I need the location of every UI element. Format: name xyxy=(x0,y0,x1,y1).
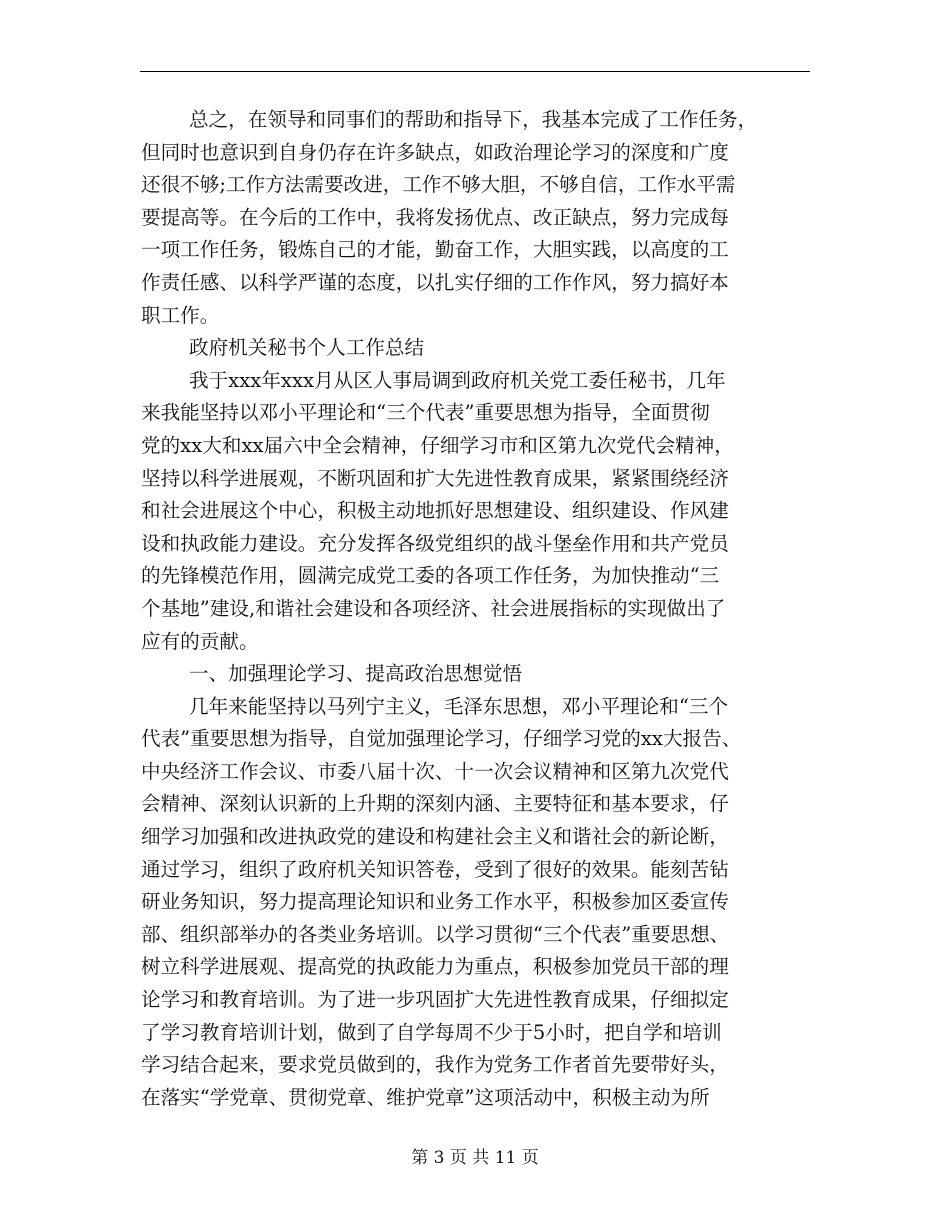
text-line: 的先锋模范作用，圆满完成党工委的各项工作任务，为加快推动“三 xyxy=(141,564,720,588)
text-line: 代表”重要思想为指导，自觉加强理论学习，仔细学习党的xx大报告、 xyxy=(141,727,742,751)
header-rule xyxy=(140,71,810,72)
text-line: 坚持以科学进展观，不断巩固和扩大先进性教育成果，紧紧围绕经济 xyxy=(141,466,729,490)
text-line: 会精神、深刻认识新的上升期的深刻内涵、主要特征和基本要求，仔 xyxy=(141,792,729,816)
document-body xyxy=(141,104,813,1114)
text-line: 在落实“学党章、贯彻党章、维护党章”这项活动中，积极主动为所 xyxy=(141,1085,710,1109)
text-line: 我于xxx年xxx月从区人事局调到政府机关党工委任秘书，几年 xyxy=(189,368,726,392)
text-line: 几年来能坚持以马列宁主义，毛泽东思想，邓小平理论和“三个 xyxy=(189,694,729,718)
text-line: 职工作。 xyxy=(141,303,220,327)
text-line: 学习结合起来，要求党员做到的，我作为党务工作者首先要带好头， xyxy=(141,1053,729,1077)
text-line: 应有的贡献。 xyxy=(141,629,259,653)
text-line: 通过学习，组织了政府机关知识答卷，受到了很好的效果。能刻苦钻 xyxy=(141,857,729,881)
text-line: 党的xx大和xx届六中全会精神，仔细学习市和区第九次党代会精神， xyxy=(141,433,734,457)
text-line: 一项工作任务，锻炼自己的才能，勤奋工作，大胆实践，以高度的工 xyxy=(141,238,729,262)
page-footer: 第 3 页 共 11 页 xyxy=(411,1148,539,1168)
text-line: 树立科学进展观、提高党的执政能力为重点，积极参加党员干部的理 xyxy=(141,955,729,979)
text-line: 研业务知识，努力提高理论知识和业务工作水平，积极参加区委宣传 xyxy=(141,890,729,914)
text-line: 中央经济工作会议、市委八届十次、十一次会议精神和区第九次党代 xyxy=(141,759,729,783)
text-line: 细学习加强和改进执政党的建设和构建社会主义和谐社会的新论断， xyxy=(141,825,729,849)
text-line: 来我能坚持以邓小平理论和“三个代表”重要思想为指导，全面贯彻 xyxy=(141,401,710,425)
text-line: 总之，在领导和同事们的帮助和指导下，我基本完成了工作任务， xyxy=(189,108,758,131)
text-line: 论学习和教育培训。为了进一步巩固扩大先进性教育成果，仔细拟定 xyxy=(141,988,729,1012)
text-line: 部、组织部举办的各类业务培训。以学习贯彻“三个代表”重要思想、 xyxy=(141,922,730,946)
text-line: 要提高等。在今后的工作中，我将发扬优点、改正缺点，努力完成每 xyxy=(141,205,729,229)
text-line: 了学习教育培训计划，做到了自学每周不少于5小时，把自学和培训 xyxy=(141,1020,722,1044)
text-line: 但同时也意识到自身仍存在许多缺点，如政治理论学习的深度和广度 xyxy=(141,140,729,164)
text-line: 和社会进展这个中心，积极主动地抓好思想建设、组织建设、作风建 xyxy=(141,499,729,523)
text-line: 作责任感、以科学严谨的态度，以扎实仔细的工作作风，努力搞好本 xyxy=(141,270,729,294)
text-line: 还很不够;工作方法需要改进，工作不够大胆，不够自信，工作水平需 xyxy=(141,173,736,197)
text-line: 设和执政能力建设。充分发挥各级党组织的战斗堡垒作用和共产党员 xyxy=(141,531,729,555)
text-line: 个基地”建设,和谐社会建设和各项经济、社会进展指标的实现做出了 xyxy=(141,596,726,620)
text-line: 政府机关秘书个人工作总结 xyxy=(189,336,425,360)
text-line: 一、加强理论学习、提高政治思想觉悟 xyxy=(189,662,523,686)
